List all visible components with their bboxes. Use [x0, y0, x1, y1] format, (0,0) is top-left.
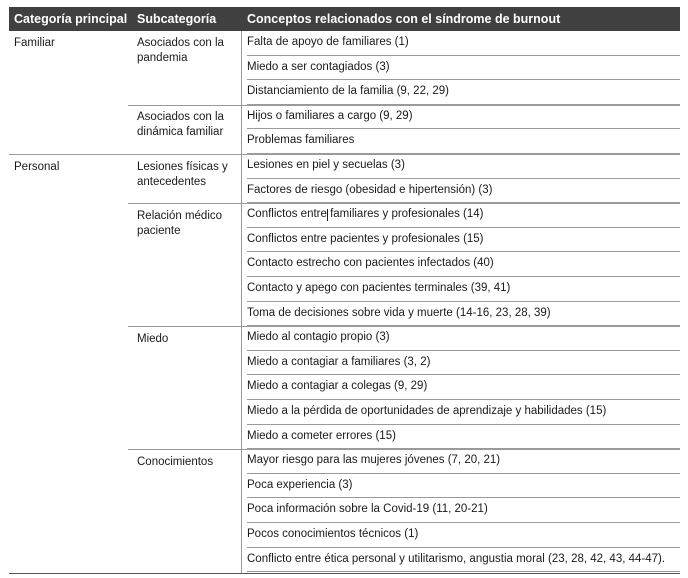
concept-row: [247, 80, 680, 105]
concept-row: [247, 375, 680, 400]
concept-text: Lesiones en piel y secuelas (3): [247, 159, 405, 171]
concept-text: Miedo a la pérdida de oportunidades de aprendizaje y habilidades (15): [247, 405, 607, 417]
subcategory-relacion-medico: Relación médico paciente: [137, 210, 223, 237]
concept-row: [247, 302, 680, 327]
table-header: [9, 7, 680, 31]
concept-text: Contacto y apego con pacientes terminales (39, 41): [247, 282, 511, 294]
concept-row: [247, 252, 680, 277]
concept-text: Poca información sobre la Covid-19 (11, 20-21): [247, 503, 488, 516]
concept-text: Conflicto entre ética personal y utilitarismo, angustia moral (23, 28, 42, 43, 44-47).: [247, 552, 666, 565]
concept-text: Mayor riesgo para las mujeres jóvenes (7, 20, 21): [247, 454, 501, 467]
concept-text: Poca experiencia (3): [247, 478, 353, 491]
concept-row: [247, 548, 680, 573]
concept-row: [247, 56, 680, 81]
concept-text: Miedo al contagio propio (3): [247, 331, 390, 344]
concept-row: [247, 179, 680, 204]
concept-row: [247, 474, 680, 499]
subcategory-lesiones: Lesiones físicas y antecedentes: [137, 161, 228, 188]
concept-row: [247, 400, 680, 425]
concept-text: Miedo a contagiar a familiares (3, 2): [247, 355, 431, 368]
header-subcategory: Subcategoría: [137, 12, 217, 26]
concept-row: [247, 129, 680, 154]
concept-text: Factores de riesgo (obesidad e hipertensión) (3): [247, 183, 493, 196]
concept-row: [247, 326, 680, 351]
burnout-concepts-table: [9, 7, 680, 565]
concept-text: Distanciamiento de la familia (9, 22, 29): [247, 85, 449, 98]
concept-row: [247, 228, 680, 253]
concept-row: [247, 498, 680, 523]
concept-text: Falta de apoyo de familiares (1): [247, 36, 409, 48]
subcategory-miedo: Miedo: [137, 333, 169, 345]
concept-row: [247, 203, 680, 228]
concept-row: [247, 154, 680, 179]
concept-column-rule: [241, 31, 242, 573]
header-main-category: Categoría principal: [14, 12, 128, 26]
concept-text: Miedo a contagiar a colegas (9, 29): [247, 380, 428, 393]
table-bottom-rule: [9, 573, 680, 574]
concept-row: [247, 277, 680, 302]
concept-text: Pocos conocimientos técnicos (1): [247, 528, 419, 540]
concept-text: Miedo a ser contagiados (3): [247, 60, 390, 73]
concept-text: Problemas familiares: [247, 134, 355, 147]
header-concepts: Conceptos relacionados con el síndrome de burnout: [247, 12, 561, 26]
subcategory-conocimientos: Conocimientos: [137, 456, 214, 468]
concept-row: [247, 31, 680, 56]
concept-text: Toma de decisiones sobre vida y muerte (14-16, 23, 28, 39): [247, 306, 551, 319]
concept-row: [247, 523, 680, 548]
subcategory-dinamica-familiar: Asociados con la dinámica familiar: [137, 111, 224, 138]
concept-row: [247, 449, 680, 474]
concept-text: Contacto estrecho con pacientes infectados (40): [247, 257, 494, 270]
category-familiar: Familiar: [14, 37, 55, 49]
concept-row: [247, 425, 680, 450]
concept-text: Conflictos entre familiares y profesionales (14): [247, 208, 484, 221]
concept-text: Hijos o familiares a cargo (9, 29): [247, 109, 413, 122]
concept-row: [247, 351, 680, 376]
category-personal: Personal: [14, 161, 60, 173]
concept-text: Conflictos entre pacientes y profesionales (15): [247, 232, 484, 245]
subcategory-pandemia: Asociados con la pandemia: [137, 37, 224, 64]
concept-text: Miedo a cometer errores (15): [247, 429, 396, 442]
concept-row: [247, 105, 680, 130]
